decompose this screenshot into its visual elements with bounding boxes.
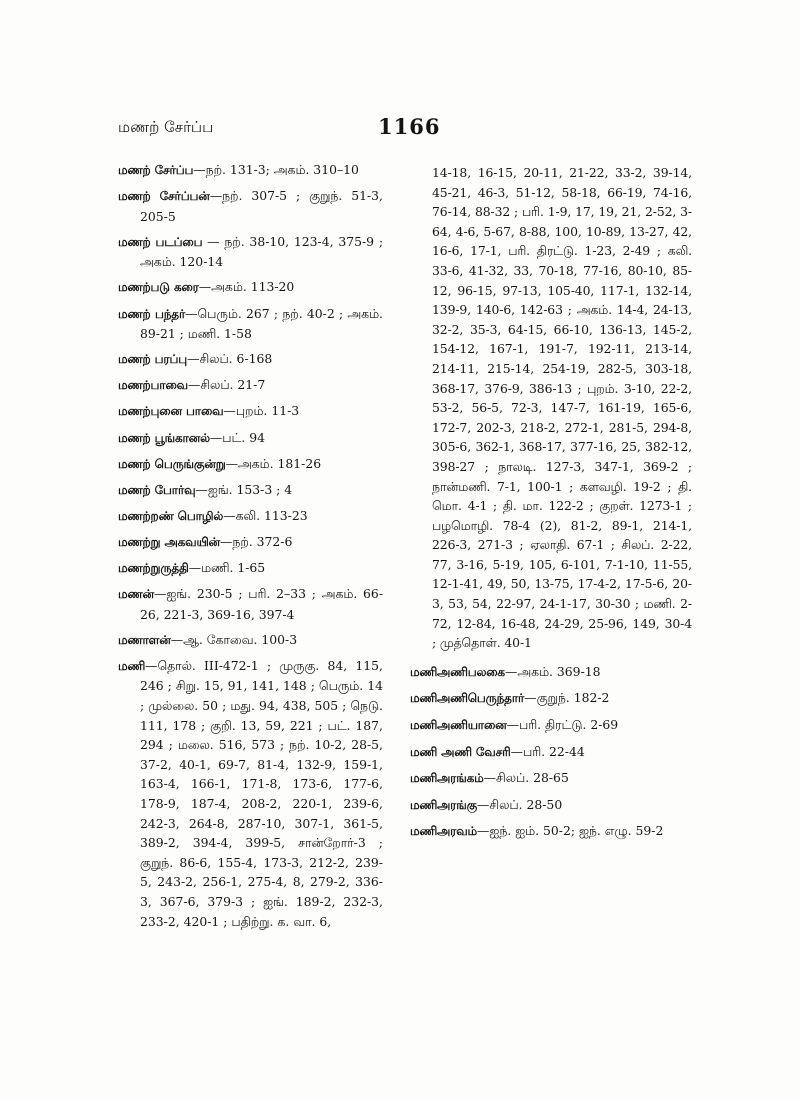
- right-column: [410, 163, 692, 848]
- entry-headword: மணற்பாவை: [118, 378, 188, 393]
- index-entry: [118, 480, 383, 501]
- page-number: 1166: [378, 114, 441, 139]
- entry-references: —ஆ. கோவை. 100-3: [170, 631, 298, 647]
- entry-headword: மணற் பூங்கானல்: [118, 430, 210, 445]
- entry-references: —சிலப். 21-7: [187, 377, 266, 393]
- entry-references: —மணி. 1-65: [188, 560, 266, 575]
- entry-headword: மணற் பரப்பு: [118, 352, 188, 367]
- entry-headword: மணிஅரங்கு: [410, 797, 477, 812]
- entry-references: —ஐங். 230-5 ; பரி. 2–33 ; அகம். 66-26, 221-3, 369-16, 397-4: [140, 586, 383, 622]
- index-entry: [410, 715, 692, 736]
- entry-references: —கலி. 113-23: [223, 507, 308, 523]
- index-entry: [410, 662, 692, 683]
- entry-headword: மணி அணி வேசரி: [410, 744, 511, 759]
- entry-headword: மணற் பெருங்குன்று: [118, 456, 226, 471]
- entry-headword: மணற் போர்வு: [118, 482, 196, 497]
- index-entry: [118, 532, 383, 553]
- entry-headword: மணன்: [118, 587, 154, 602]
- index-entry: [118, 232, 383, 272]
- entry-references: — நற். 38-10, 123-4, 375-9 ; அகம். 120-14: [140, 233, 383, 270]
- entry-references: —பெரும். 267 ; நற். 40-2 ; அகம். 89-21 ; மணி. 1-58: [140, 305, 383, 342]
- index-entry: [410, 821, 692, 842]
- index-entry: [118, 454, 383, 475]
- entry-headword: மணிஅரங்கம்: [410, 771, 484, 786]
- entry-headword: மணாளன்: [118, 632, 171, 647]
- index-entry: [118, 584, 383, 624]
- entry-references: —பரி. திரட்டு. 2-69: [506, 717, 619, 733]
- entry-references: —ஐங். 153-3 ; 4: [195, 481, 293, 497]
- page-header: [118, 114, 718, 148]
- entry-continuation: 14-18, 16-15, 20-11, 21-22, 33-2, 39-14, 45-21, 46-3, 51-12, 58-18, 66-19, 74-16, 76-14, 88-32 ; பரி. 1-9, 17, 19, 21, 2-52, 3-64, 4-6, 5-67, 8-88, 100, 10-89, 13-27, 42, 16-6, 17-1, பரி. திரட்டு. 1-23, 2-49 ; கலி. 33-6, 41-32, 33, 70-18, 77-16, 80-10, 85-12, 96-15, 97-13, 105-40, 117-1, 132-14, 139-9, 140-6, 142-63 ; அகம். 14-4, 24-13, 32-2, 35-3, 64-15, 66-10, 136-13, 145-2, 154-12, 167-1, 191-7, 192-11, 213-14, 214-11, 215-14, 254-19, 282-5, 303-18, 368-17, 376-9, 386-13 ; புறம். 3-10, 22-2, 53-2, 56-5, 72-3, 147-7, 161-19, 165-6, 172-7, 202-3, 218-2, 272-1, 281-5, 294-8, 305-6, 362-1, 368-17, 377-16, 25, 382-12, 398-27 ; நாலடி. 127-3, 347-1, 369-2 ; நான்மணி. 7-1, 100-1 ; களவழி. 19-2 ; தி. மொ. 4-1 ; தி. மா. 122-2 ; குறள். 1273-1 ; பழமொழி. 78-4 (2), 81-2, 89-1, 214-1, 226-3, 271-3 ; ஏலாதி. 67-1 ; சிலப். 2-22, 77, 3-16, 5-19, 105, 6-101, 7-1-10, 11-55, 12-1-41, 49, 50, 13-75, 17-4-2, 17-5-6, 20-3, 53, 54, 22-97, 24-1-17, 30-30 ; மணி. 2-72, 12-84, 16-48, 24-29, 25-96, 149, 30-4 ; முத்தொள். 40-1: [432, 165, 692, 651]
- index-entry: [118, 506, 383, 527]
- running-head: மணற் சேர்ப்ப: [118, 118, 214, 136]
- entry-headword: மணற்று அகவயின்: [118, 534, 220, 549]
- entry-references: —சிலப். 28-50: [477, 796, 563, 812]
- entry-headword: மணற் படப்பை: [118, 234, 203, 249]
- entry-references: —புறம். 11-3: [223, 403, 300, 419]
- index-entry: [118, 349, 383, 370]
- index-entry: [118, 428, 383, 449]
- index-entry: [410, 795, 692, 816]
- index-entry: [118, 630, 383, 651]
- entry-references: —ஐந். ஐம். 50-2; ஐந். எழு. 59-2: [477, 823, 664, 839]
- entry-headword: மணற் சேர்ப்பன்: [118, 189, 210, 204]
- entry-references: —அகம். 181-26: [225, 455, 322, 471]
- entry-references: —சிலப். 6-168: [187, 351, 273, 367]
- left-column: [118, 160, 383, 937]
- entry-references: —நற். 131-3; அகம். 310–10: [193, 162, 359, 177]
- index-entry: [410, 742, 692, 763]
- entry-headword: மணற் பந்தர்: [118, 306, 186, 321]
- entry-headword: மணிஅணிபெருந்தார்: [410, 691, 525, 706]
- index-entry: [118, 375, 383, 396]
- entry-headword: மணிஅணியானை: [410, 718, 507, 733]
- entry-references: —அகம். 369-18: [504, 663, 601, 679]
- entry-references: —சிலப். 28-65: [483, 770, 569, 786]
- entry-references: —நற். 372-6: [220, 533, 293, 549]
- entry-references: —பட். 94: [209, 429, 266, 445]
- index-entry: [118, 558, 383, 579]
- index-entry: [118, 401, 383, 422]
- entry-headword: மணற்படு கரை: [118, 280, 199, 295]
- index-entry: [118, 277, 383, 298]
- entry-references: —தொல். III-472-1 ; முருகு. 84, 115, 246 ; சிறு. 15, 91, 141, 148 ; பெரும். 14 ; முல்லை. 50 ; மது. 94, 438, 505 ; நெடு. 111, 178 ; குறி. 13, 59, 221 ; பட். 187, 294 ; மலை. 516, 573 ; நற். 10-2, 28-5, 37-2, 40-1, 69-7, 81-4, 132-9, 159-1, 163-4, 166-1, 171-8, 173-6, 177-6, 178-9, 187-4, 208-2, 220-1, 239-6, 242-3, 264-8, 287-10, 307-1, 361-5, 389-2, 394-4, 399-5, சான்றோர்-3 ; குறுந். 86-6, 155-4, 173-3, 212-2, 239-5, 243-2, 256-1, 275-4, 8, 279-2, 336-3, 367-6, 379-3 ; ஐங். 189-2, 232-3, 233-2, 420-1 ; பதிற்று. க. வா. 6,: [140, 657, 383, 929]
- entry-references: —பரி. 22-44: [510, 743, 585, 759]
- index-entry: [118, 304, 383, 344]
- entry-headword: மணற் சேர்ப்ப: [118, 163, 194, 177]
- index-entry: [410, 768, 692, 789]
- entry-references: —நற். 307-5 ; குறுந். 51-3, 205-5: [140, 188, 383, 224]
- entry-references: —குறுந். 182-2: [524, 690, 610, 706]
- entry-headword: மணிஅணிபலகை: [410, 664, 505, 679]
- index-entry: [118, 186, 383, 226]
- entry-headword: மணற்றுருத்தி: [118, 561, 189, 575]
- entry-headword: மணிஅரவம்: [410, 824, 478, 839]
- entry-headword: மணற்புனை பாவை: [118, 404, 224, 419]
- index-entry: [118, 160, 383, 181]
- entry-headword: மணற்றண் பொழில்: [118, 508, 224, 523]
- index-entry: [410, 688, 692, 709]
- entry-references: —அகம். 113-20: [198, 279, 295, 295]
- entry-headword: மணி: [118, 658, 146, 673]
- index-entry: [118, 656, 383, 931]
